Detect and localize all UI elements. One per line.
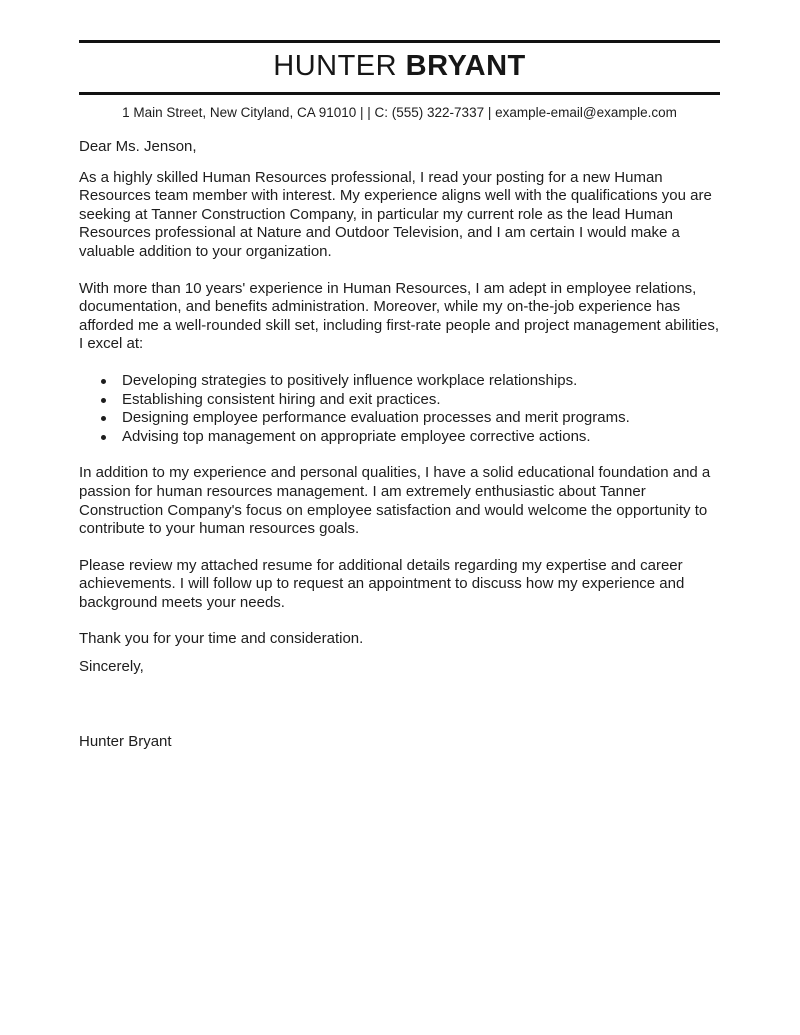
letter-header bbox=[79, 40, 720, 132]
bullet-item: Developing strategies to positively influence workplace relationships. bbox=[79, 372, 720, 391]
thanks-line: Thank you for your time and consideration. bbox=[79, 630, 364, 648]
signoff-line: Sincerely, bbox=[79, 658, 144, 676]
bullet-item: Advising top management on appropriate employee corrective actions. bbox=[79, 428, 720, 447]
name-last: BRYANT bbox=[405, 50, 526, 82]
letter-body bbox=[79, 138, 720, 751]
paragraph-intro: As a highly skilled Human Resources professional, I read your posting for a new Human Resources team member with interest. My experience aligns well with the qualifications you are seeking at Tanner Construction Company, in particular my current role as the lead Human Resources professional at Nature and Outdoor Television, and I am certain I would make a valuable addition to your organization. bbox=[79, 168, 712, 260]
page-title bbox=[79, 43, 720, 92]
paragraph-education: In addition to my experience and personal qualities, I have a solid educational foundation and a passion for human resources management. I am extremely enthusiastic about Tanner Construction Company's focus on employee satisfaction and would welcome the opportunity to contribute to your human resources goals. bbox=[79, 464, 711, 538]
skills-bullet-list bbox=[79, 372, 720, 446]
salutation: Dear Ms. Jenson, bbox=[79, 138, 197, 155]
contact-info: 1 Main Street, New Cityland, CA 91010 | | C: (555) 322-7337 | example-email@example.com bbox=[122, 105, 677, 120]
name-first: HUNTER bbox=[273, 50, 398, 82]
paragraph-experience: With more than 10 years' experience in Human Resources, I am adept in employee relations, documentation, and benefits administration. Moreover, while my on-the-job experience has afforded me a well-rounded skill set, including first-rate people and project management abilities, I excel at: bbox=[79, 279, 720, 353]
paragraph-resume: Please review my attached resume for additional details regarding my expertise and career achievements. I will follow up to request an appointment to discuss how my experience and background meets your needs. bbox=[79, 556, 685, 611]
bullet-item: Establishing consistent hiring and exit practices. bbox=[79, 391, 720, 410]
signature-name: Hunter Bryant bbox=[79, 732, 172, 750]
bullet-item: Designing employee performance evaluation processes and merit programs. bbox=[79, 409, 720, 428]
